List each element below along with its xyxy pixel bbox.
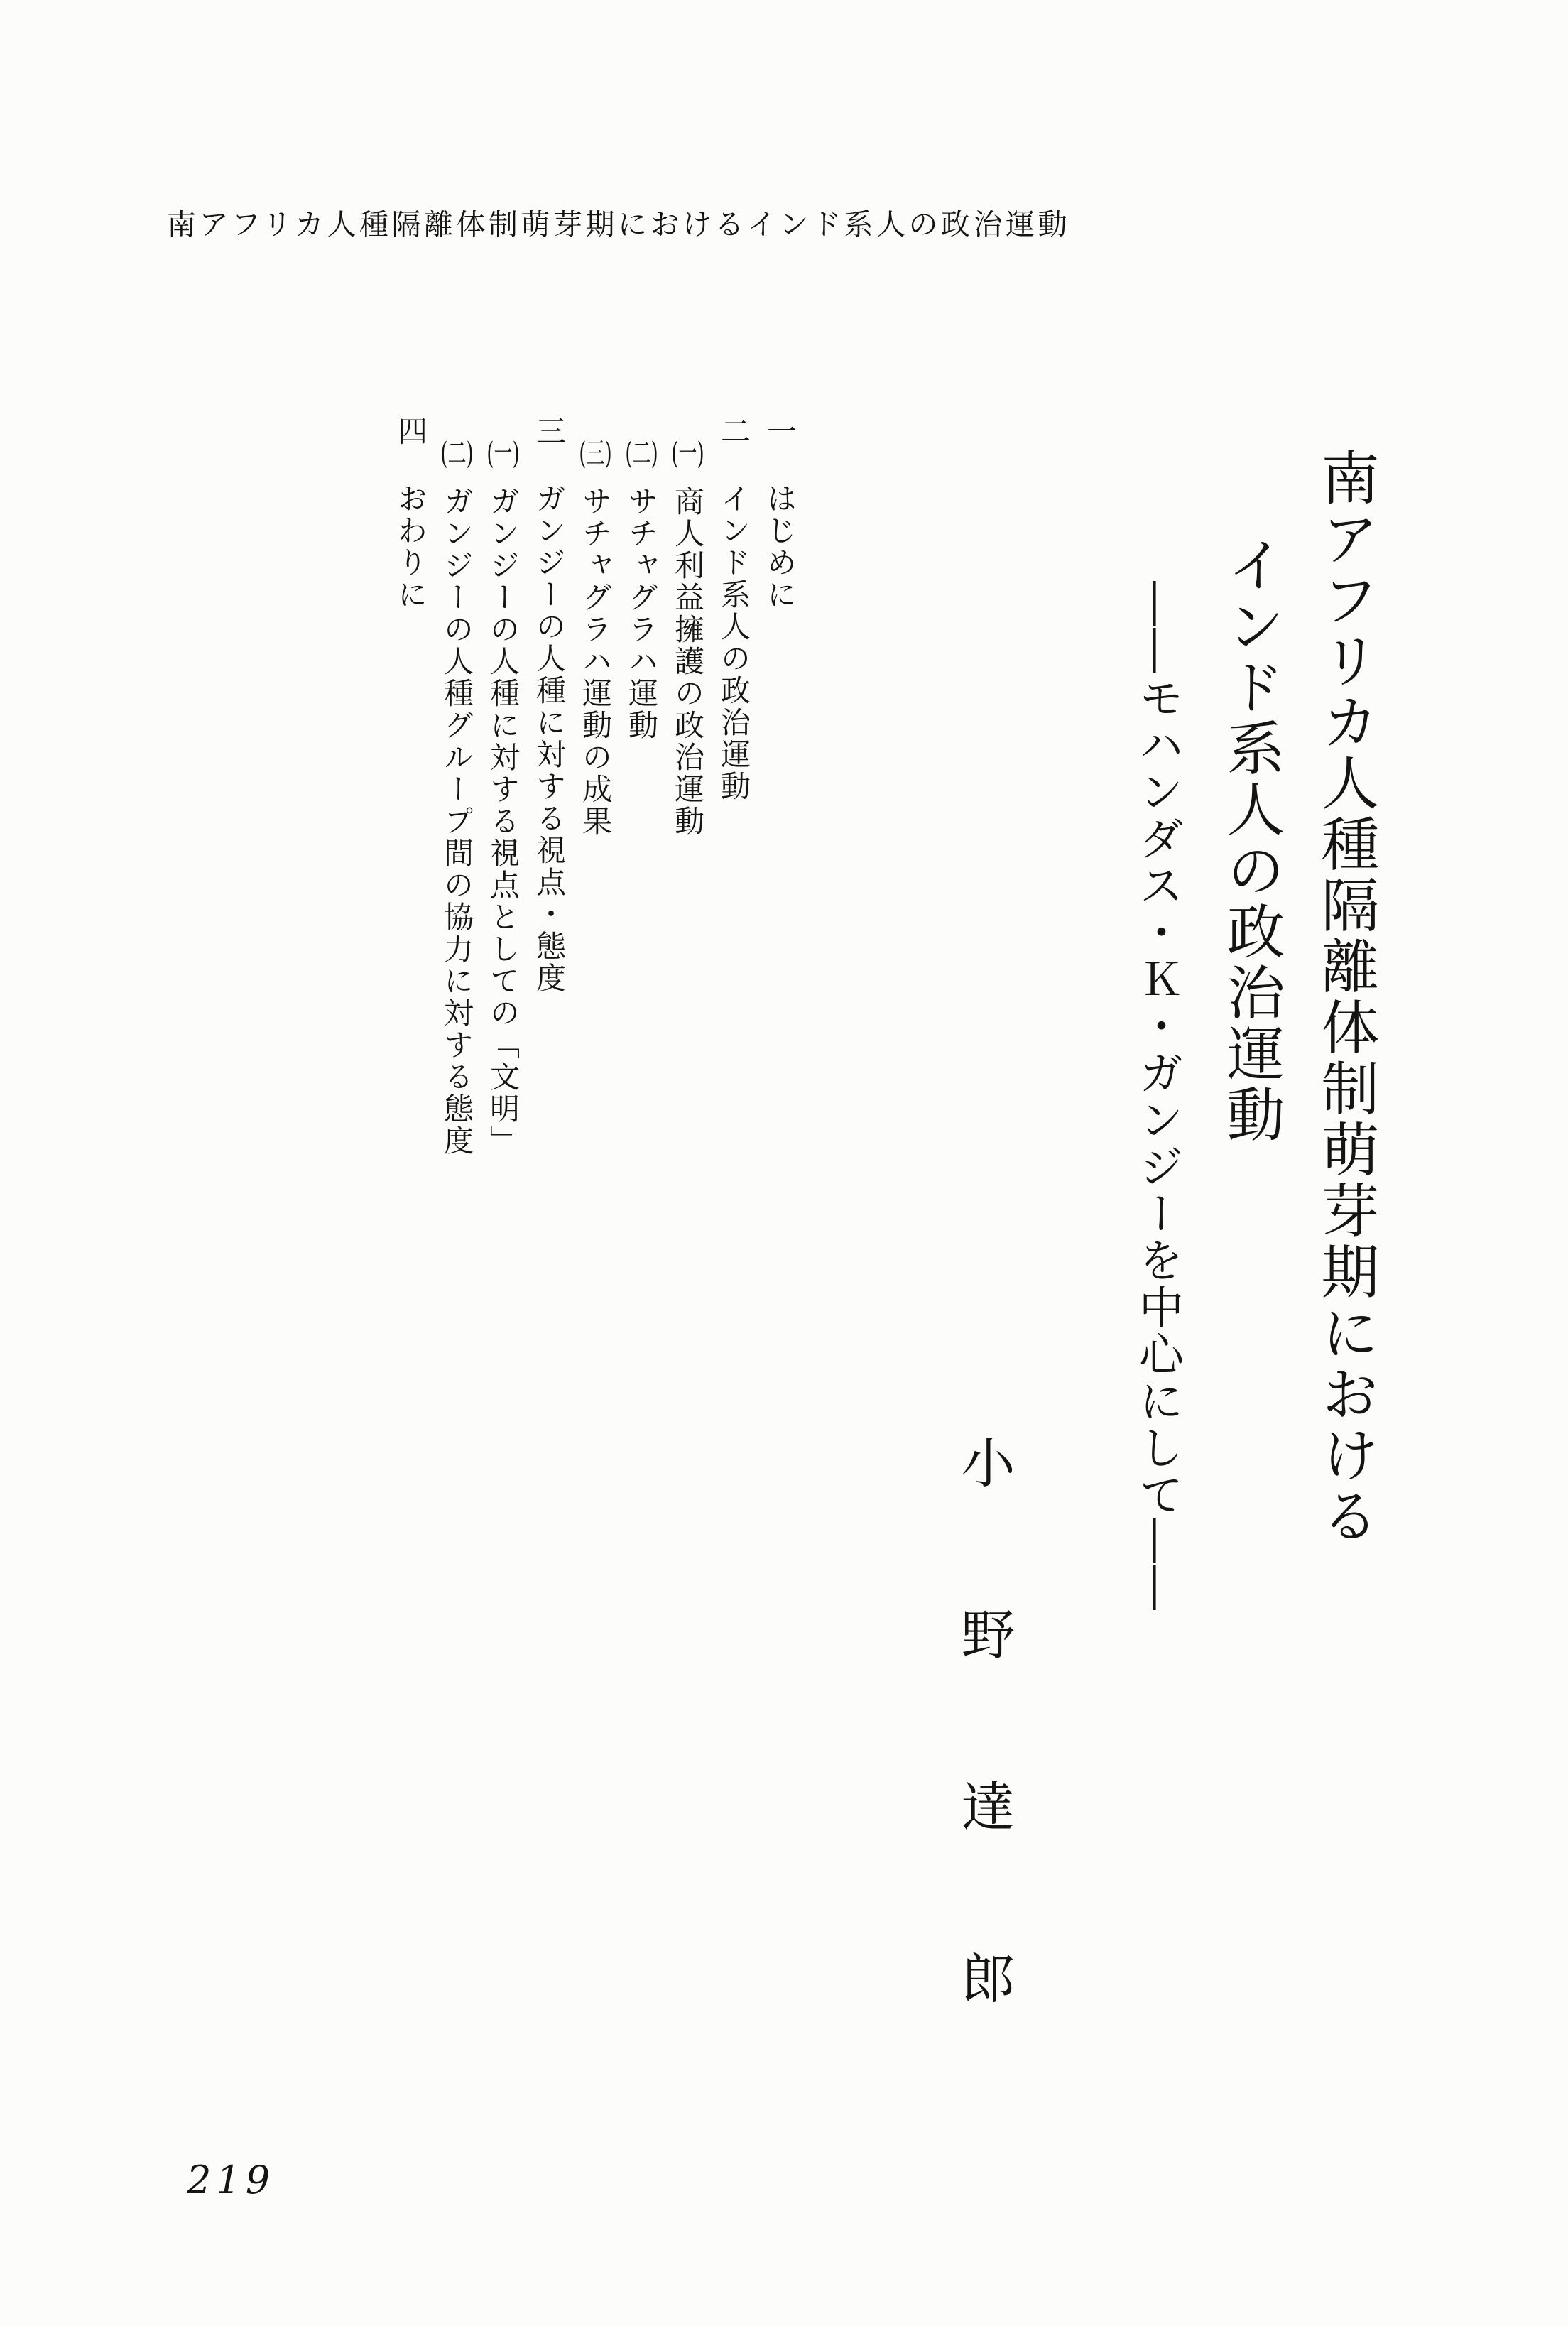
toc-item-number: 一 — [763, 415, 797, 447]
article-title-line-1: 南アフリカ人種隔離体制萌芽期における — [1312, 447, 1379, 1547]
toc-item-number: 四 — [393, 415, 428, 447]
toc-item — [533, 415, 565, 994]
toc-item — [717, 415, 750, 803]
toc-item — [671, 415, 704, 837]
toc-item-label: サチャグラハ運動 — [624, 486, 659, 741]
toc-item-label: ガンジーの人種に対する視点としての「文明」 — [486, 486, 521, 1157]
running-header: 南アフリカ人種隔離体制萌芽期におけるインド系人の政治運動 — [167, 207, 1070, 241]
toc-item-number: (一) — [671, 438, 704, 468]
article-subtitle: ――モハンダス・Ｋ・ガンジーを中心にして―― — [1132, 581, 1184, 1612]
article-title-line-2: インド系人の政治運動 — [1217, 535, 1285, 1146]
toc-item — [763, 415, 796, 611]
toc-item-number: (二) — [625, 438, 658, 468]
toc-item-label: 商人利益擁護の政治運動 — [670, 486, 705, 837]
toc-item — [486, 415, 519, 1157]
toc-item — [394, 415, 427, 611]
page-number: 219 — [187, 2158, 276, 2202]
toc-item-number: 二 — [717, 415, 751, 447]
toc-item — [579, 415, 611, 837]
toc-item-number: (一) — [486, 438, 520, 468]
author-name: 小野達郎 — [952, 1435, 1016, 2122]
toc-item — [440, 415, 473, 1157]
table-of-contents — [394, 415, 796, 1157]
toc-item-number: 三 — [532, 415, 567, 447]
toc-item — [625, 415, 658, 741]
toc-item-label: ガンジーの人種グループ間の協力に対する態度 — [440, 486, 474, 1157]
toc-item-label: サチャグラハ運動の成果 — [578, 486, 613, 837]
toc-item-label: おわりに — [393, 483, 428, 611]
toc-item-label: はじめに — [763, 483, 797, 611]
toc-item-number: (二) — [440, 438, 474, 468]
toc-item-label: ガンジーの人種に対する視点・態度 — [532, 483, 567, 994]
toc-item-label: インド系人の政治運動 — [717, 483, 751, 803]
toc-item-number: (三) — [579, 438, 612, 468]
